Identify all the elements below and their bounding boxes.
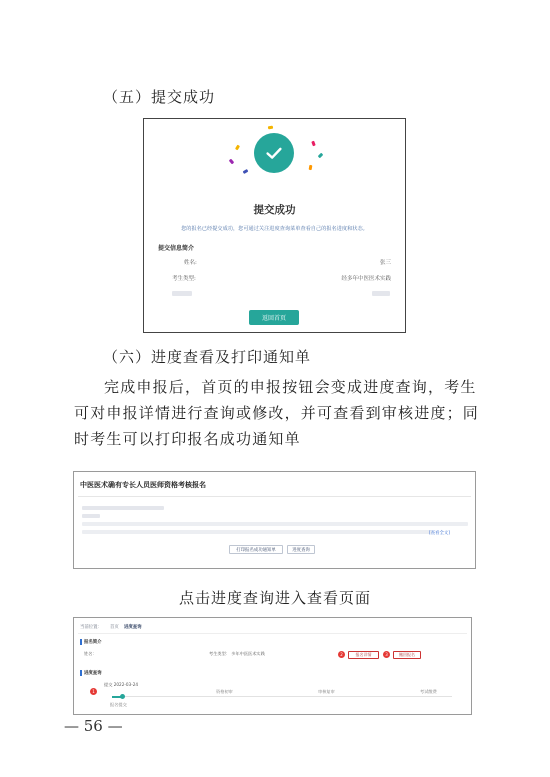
confetti-icon	[311, 141, 316, 147]
return-home-button[interactable]: 返回首页	[249, 310, 299, 325]
step-badge: 3	[383, 651, 390, 658]
breadcrumb-label: 当前位置：	[80, 625, 102, 630]
progress-section-label: 进度查询	[84, 671, 102, 676]
success-title: 提交成功	[253, 204, 296, 216]
step-badge: 1	[90, 688, 97, 695]
section-marker	[80, 670, 82, 676]
progress-screenshot	[73, 617, 472, 715]
blurred-text	[82, 530, 432, 534]
confetti-icon	[229, 159, 235, 165]
registration-title: 中医医术确有专长人员医师资格考核报名	[80, 481, 206, 489]
confetti-icon	[243, 169, 249, 174]
section-marker	[80, 639, 82, 645]
progress-query-button[interactable]: 进度查询	[287, 545, 315, 554]
type-label: 考生类型:	[172, 276, 196, 282]
caption: 点击进度查询进入查看页面	[178, 589, 371, 607]
blurred-label	[172, 291, 192, 296]
progress-track	[112, 696, 452, 697]
blurred-text	[82, 506, 164, 510]
registration-screenshot	[73, 471, 476, 569]
info-section-title: 提交信息简介	[158, 245, 195, 252]
divider	[78, 496, 471, 497]
confetti-icon	[309, 165, 313, 170]
step-payment: 考试缴费	[420, 689, 437, 694]
section-heading-progress: （六）进度查看及打印通知单	[103, 348, 312, 366]
withdraw-button[interactable]: 撤回报名	[393, 651, 421, 659]
confetti-icon	[318, 153, 324, 159]
page-number: — 56 —	[64, 717, 123, 735]
read-more-link[interactable]: [查看全文]	[429, 531, 450, 536]
step-submit: 报名提交	[110, 702, 127, 707]
section-heading-submit-success: （五）提交成功	[103, 88, 216, 106]
step-second-review: 审核复审	[318, 689, 335, 694]
name-label: 姓名:	[184, 260, 197, 266]
name-value: 张三	[379, 260, 391, 266]
success-screenshot	[143, 118, 406, 333]
breadcrumb-progress[interactable]: 进度查询	[124, 625, 142, 630]
blurred-value	[372, 291, 390, 296]
blurred-text	[82, 514, 100, 518]
name-label: 姓名：	[84, 651, 97, 656]
applicant-type: 考生类型： 多年中医医术实践	[209, 651, 265, 656]
confetti-icon	[235, 145, 240, 151]
application-details-button[interactable]: 报名详情	[348, 651, 379, 659]
info-section-label: 报名简介	[84, 640, 102, 645]
body-paragraph-text: 完成申报后，首页的申报按钮会变成进度查询，考生可对申报详情进行查询或修改，并可查看到审核进度；同时考生可以打印报名成功通知单	[74, 378, 480, 448]
breadcrumb-home[interactable]: 首页	[110, 625, 119, 630]
step-initial-review: 资格初审	[216, 689, 233, 694]
type-value: 经多年中医医术实践	[341, 276, 391, 282]
check-icon	[254, 133, 294, 173]
step-badge: 2	[338, 651, 345, 658]
divider	[78, 633, 467, 634]
body-paragraph	[74, 374, 484, 452]
blurred-text	[82, 522, 468, 526]
progress-dot	[120, 694, 125, 699]
confetti-icon	[268, 126, 273, 130]
submit-time: 提交 2022-03-24	[104, 682, 139, 687]
print-notice-button[interactable]: 打印报名成功通知单	[229, 545, 283, 554]
success-description: 您的报名已经提交成功，您可通过关注进度查询菜单查看自己的报名进度和状态。	[181, 226, 368, 232]
